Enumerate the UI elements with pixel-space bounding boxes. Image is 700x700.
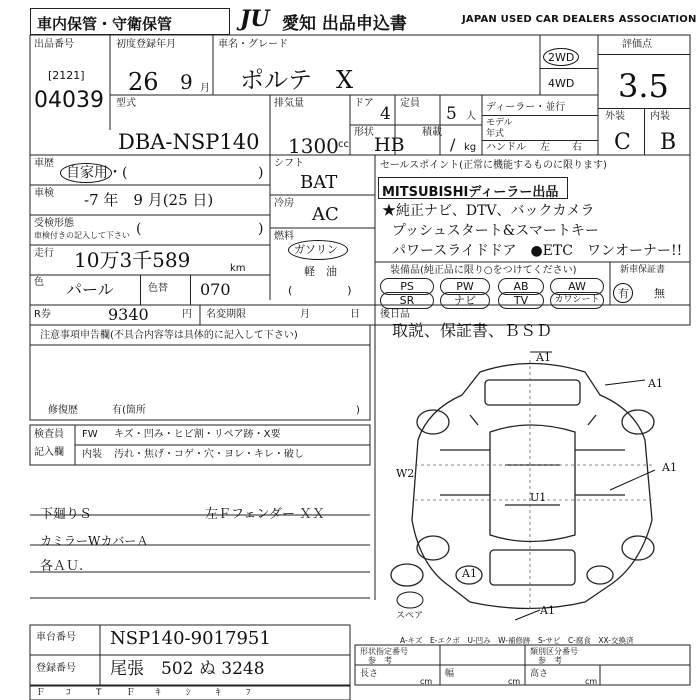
repair-close: ) bbox=[356, 405, 360, 416]
notes-label: 注意事項申告欄(不具合内容等は具体的に記入して下さい) bbox=[40, 330, 298, 341]
exterior-label: 外装 bbox=[605, 111, 625, 122]
model-value: DBA-NSP140 bbox=[118, 130, 260, 154]
equip-aw: AW bbox=[550, 278, 604, 295]
repair-value: 有(箇所 bbox=[112, 405, 146, 416]
doors-label: ドア bbox=[354, 98, 374, 109]
shape-number-ref: 参 考 bbox=[368, 656, 392, 665]
interior-check-label: 内装 bbox=[82, 449, 102, 460]
lot-label: 出品番号 bbox=[34, 39, 74, 50]
recycle-value: 9340 bbox=[108, 305, 149, 324]
chassis-value: NSP140-9017951 bbox=[110, 628, 271, 649]
equip-pw: PW bbox=[440, 278, 490, 295]
lot-sub: [2121] bbox=[48, 69, 85, 82]
first-reg-label: 初度登録年月 bbox=[116, 39, 176, 50]
load-label: 積載 bbox=[422, 127, 442, 138]
body-shape-value: HB bbox=[374, 134, 405, 156]
load-value: / bbox=[450, 135, 456, 154]
model-label: 型式 bbox=[116, 98, 136, 109]
equip-seat: カワシート bbox=[550, 292, 604, 309]
selling-line-2: プッシュスタート&スマートキー bbox=[392, 223, 599, 239]
name-change-month: 月 bbox=[300, 309, 310, 320]
selling-line-3: パワースライドドア ●ETC ワンオーナー!! bbox=[392, 243, 683, 259]
remark-2: カミラーWカバーＡ bbox=[40, 534, 149, 548]
lot-number: 04039 bbox=[34, 88, 104, 113]
capacity-value: 5 bbox=[446, 104, 457, 124]
equip-tv: TV bbox=[498, 292, 544, 309]
equip-sr: SR bbox=[380, 292, 434, 309]
chassis-label: 車台番号 bbox=[36, 632, 76, 643]
damage-mark-rear-left: A1 bbox=[462, 567, 477, 580]
name-grade-label: 車名・グレード bbox=[218, 39, 288, 50]
mini-cell-2: ｺ bbox=[66, 688, 71, 698]
class-number-ref: 参 考 bbox=[538, 656, 562, 665]
history-label: 車歴 bbox=[34, 158, 54, 169]
recycle-unit: 円 bbox=[182, 309, 192, 320]
inspection-label: 車検 bbox=[34, 188, 54, 199]
mini-cell-4: Ｆ bbox=[126, 688, 136, 698]
registration-value: 尾張 502 ぬ 3248 bbox=[110, 659, 265, 679]
inspector-label-2: 記入欄 bbox=[34, 447, 64, 458]
mini-cell-7: ｷ bbox=[216, 688, 221, 698]
mileage-unit: km bbox=[230, 263, 246, 274]
score-value: 3.5 bbox=[618, 67, 669, 105]
storage-label: 車内保管・守衛保管 bbox=[37, 15, 173, 33]
damage-mark-left: W2 bbox=[396, 467, 415, 480]
equip-ab: AB bbox=[498, 278, 544, 295]
damage-legend: A-キズ E-エクボ U-凹み W-補修跡 S-サビ C-腐食 XX-交換済 bbox=[400, 636, 634, 645]
warranty-yes: 有 bbox=[618, 287, 629, 300]
post-remarks-label: 後日品 bbox=[380, 309, 410, 320]
name-change-label: 名変期限 bbox=[206, 309, 246, 320]
handle-right: 右 bbox=[572, 142, 582, 153]
equipment-label: 装備品(純正品に限り○をつけてください) bbox=[390, 265, 577, 276]
fw-label: FW bbox=[82, 429, 98, 440]
handle-left: 左 bbox=[540, 142, 550, 153]
length-unit: cm bbox=[420, 677, 433, 686]
damage-mark-right: A1 bbox=[662, 461, 677, 474]
width-label: 幅 bbox=[445, 669, 455, 679]
fuel-label: 燃料 bbox=[274, 231, 294, 242]
first-reg-year: 26 bbox=[128, 68, 159, 96]
inspection-value: -7 年 9 月(25 日) bbox=[84, 191, 214, 209]
interior-label: 内装 bbox=[650, 111, 670, 122]
acceptance-label: 受検形態 bbox=[34, 218, 74, 229]
damage-mark-rear: A1 bbox=[540, 604, 555, 617]
mini-cell-6: ｼ bbox=[186, 688, 191, 698]
score-label: 評価点 bbox=[622, 39, 652, 50]
capacity-label: 定員 bbox=[400, 98, 420, 109]
height-label: 高さ bbox=[530, 669, 549, 679]
exterior-grade: C bbox=[614, 130, 631, 155]
dealer-label: ディーラー・並行 bbox=[486, 102, 566, 113]
equip-navi: ナビ bbox=[440, 292, 490, 309]
interior-grade: B bbox=[660, 130, 677, 155]
association-name: JAPAN USED CAR DEALERS ASSOCIATION bbox=[462, 14, 697, 25]
handle-label: ハンドル bbox=[486, 142, 526, 153]
mini-cell-8: ﾌ bbox=[246, 688, 251, 698]
class-number-label: 類別区分番号 bbox=[530, 647, 578, 656]
equip-ps: PS bbox=[380, 278, 434, 295]
color-label: 色 bbox=[34, 277, 44, 288]
repair-label: 修復歴 bbox=[48, 405, 78, 416]
mileage-value: 10万3千589 bbox=[74, 248, 191, 272]
aircon-value: AC bbox=[312, 204, 339, 225]
fuel-gasoline: ガソリン bbox=[294, 243, 338, 256]
selling-headline: MITSUBISHIディーラー出品 bbox=[382, 185, 559, 200]
acceptance-open: ( bbox=[136, 221, 142, 237]
month-unit: 月 bbox=[200, 83, 210, 94]
fw-line: キズ・凹み・ヒビ割・リペア跡・X要 bbox=[114, 429, 281, 440]
warranty-no: 無 bbox=[654, 287, 665, 300]
capacity-unit: 人 bbox=[466, 111, 476, 122]
displacement-unit: cc bbox=[338, 139, 349, 150]
first-reg-month: 9 bbox=[180, 70, 193, 94]
color-value: パール bbox=[66, 280, 114, 299]
mini-cell-3: T bbox=[96, 688, 102, 698]
damage-mark-front: A1 bbox=[536, 351, 551, 364]
acceptance-close: ) bbox=[258, 221, 264, 237]
color-change-label: 色替 bbox=[148, 283, 168, 294]
fuel-other: ( ) bbox=[288, 284, 352, 297]
color-code: 070 bbox=[200, 280, 231, 299]
name-change-day: 日 bbox=[350, 309, 360, 320]
recycle-label: R券 bbox=[34, 309, 51, 320]
model-year-label: モデル年式 bbox=[486, 118, 513, 139]
aircon-label: 冷房 bbox=[274, 198, 294, 209]
displacement-label: 排気量 bbox=[274, 98, 304, 109]
width-unit: cm bbox=[508, 677, 521, 686]
warranty-label: 新車保証書 bbox=[620, 265, 666, 275]
selling-line-1: ★純正ナビ、DTV、バックカメラ bbox=[382, 203, 595, 219]
height-unit: cm bbox=[585, 677, 598, 686]
ju-logo: JU bbox=[240, 6, 270, 32]
history-close: ) bbox=[258, 165, 264, 181]
displacement-value: 1300 bbox=[288, 134, 339, 158]
remark-1: 下廻りＳ bbox=[40, 507, 93, 522]
drive-4wd: 4WD bbox=[548, 77, 575, 90]
remark-3: 各ＡＵ. bbox=[40, 559, 84, 574]
spare-label: スペア bbox=[396, 611, 424, 621]
acceptance-note: 車検付きの記入して下さい bbox=[34, 231, 130, 240]
body-shape-label: 形状 bbox=[354, 127, 374, 138]
mileage-label: 走行 bbox=[34, 248, 54, 259]
shift-label: シフト bbox=[274, 158, 304, 169]
damage-mark-front-right: A1 bbox=[648, 377, 663, 390]
fuel-diesel: 軽 油 bbox=[304, 265, 337, 278]
doors-value: 4 bbox=[380, 104, 391, 124]
damage-mark-roof: U1 bbox=[530, 491, 547, 504]
shift-value: BAT bbox=[300, 172, 338, 193]
inspector-label-1: 検査員 bbox=[34, 429, 64, 440]
mini-cell-5: ｷ bbox=[156, 688, 161, 698]
load-unit: kg bbox=[464, 142, 477, 153]
form-title: 愛知 出品申込書 bbox=[282, 14, 407, 34]
history-value: 自家用・( bbox=[66, 165, 128, 181]
post-remarks-value: 取説、保証書、ＢＳＤ bbox=[392, 321, 553, 340]
remark-right-1: 左Ｆフェンダー ＸＸ bbox=[205, 507, 325, 522]
shape-number-label: 形状指定番号 bbox=[360, 647, 408, 656]
interior-line: 汚れ・焦げ・コゲ・穴・ヨレ・キレ・破し bbox=[114, 449, 304, 460]
mini-cell-1: Ｆ bbox=[36, 688, 46, 698]
selling-points-label: セールスポイント(正常に機能するものに限ります) bbox=[380, 160, 607, 171]
name-grade-value: ポルテ X bbox=[240, 66, 354, 94]
drive-2wd: 2WD bbox=[548, 51, 575, 64]
length-label: 長さ bbox=[360, 669, 379, 679]
registration-label: 登録番号 bbox=[36, 663, 76, 674]
